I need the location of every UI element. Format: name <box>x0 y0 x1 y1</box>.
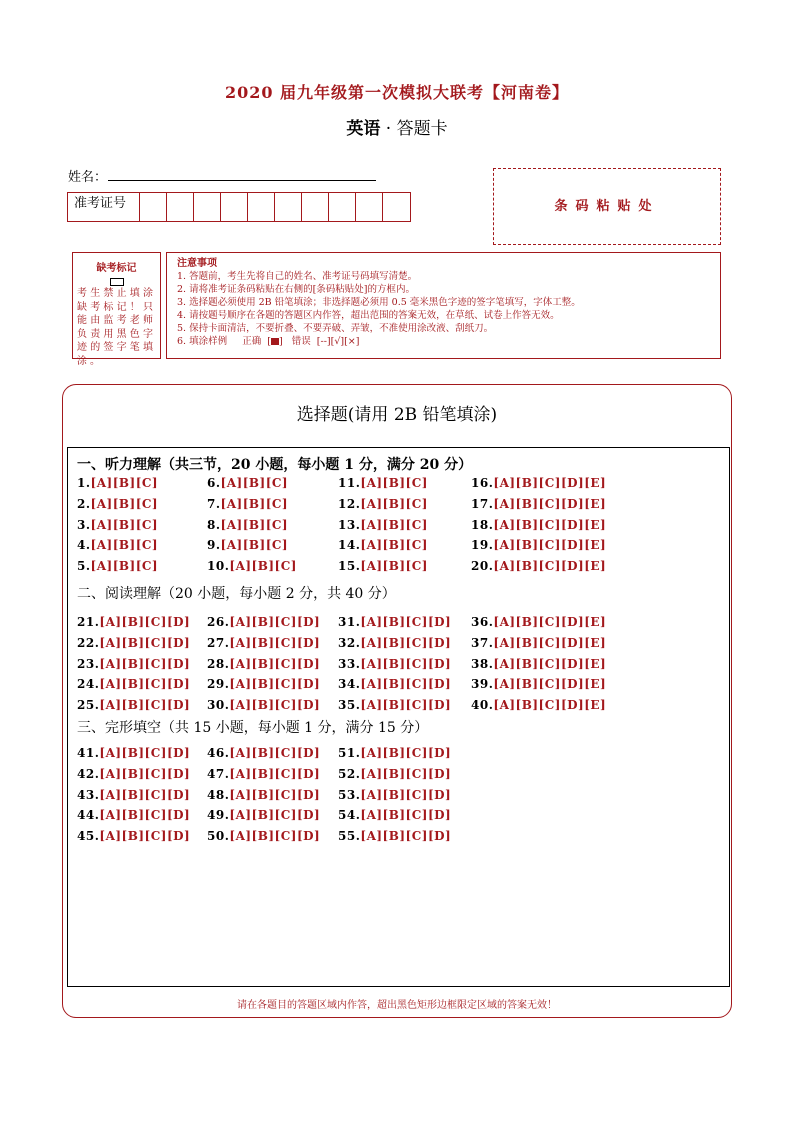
question-number: 54. <box>338 808 361 823</box>
question-number: 43. <box>77 787 100 802</box>
question-number: 2. <box>77 496 91 511</box>
answer-options[interactable]: [A][B][C][D] <box>99 677 191 692</box>
title-separator: · <box>385 119 392 139</box>
answer-options[interactable]: [A][B][C] <box>360 559 428 574</box>
answer-options[interactable]: [A][B][C][D][E] <box>493 698 607 713</box>
question-item[interactable] <box>338 476 428 490</box>
question-number: 51. <box>338 746 361 760</box>
answer-options[interactable]: [A][B][C][D] <box>99 766 191 781</box>
answer-options[interactable]: [A][B][C][D][E] <box>493 635 607 650</box>
answer-options[interactable]: [A][B][C][D] <box>229 829 321 844</box>
question-item[interactable] <box>471 615 606 629</box>
question-item[interactable] <box>471 698 606 712</box>
answer-options[interactable]: [A][B][C][D][E] <box>493 517 607 532</box>
question-number: 8. <box>207 517 221 532</box>
question-number: 28. <box>207 656 230 671</box>
answer-options[interactable]: [A][B][C][D] <box>99 698 191 713</box>
exam-number-cell[interactable] <box>329 193 356 221</box>
question-number: 31. <box>338 615 361 629</box>
name-label: 姓名： <box>68 170 108 185</box>
question-number: 34. <box>338 677 361 692</box>
answer-options[interactable]: [A][B][C][D] <box>229 698 321 713</box>
question-number: 26. <box>207 615 230 629</box>
question-number: 19. <box>471 538 494 553</box>
choice-section-title: 选择题(请用 2B 铅笔填涂) <box>296 405 498 425</box>
question-number: 45. <box>77 829 100 844</box>
question-item[interactable] <box>471 657 606 671</box>
answer-options[interactable]: [A][B][C][D][E] <box>493 656 607 671</box>
question-item[interactable] <box>471 476 606 490</box>
exam-number-cell[interactable] <box>248 193 275 221</box>
question-number: 5. <box>77 559 91 574</box>
question-item[interactable] <box>77 677 190 691</box>
question-item[interactable] <box>207 788 320 802</box>
question-item[interactable] <box>471 636 606 650</box>
question-item[interactable] <box>338 518 428 532</box>
question-number: 4. <box>77 538 91 553</box>
question-item[interactable] <box>207 518 288 532</box>
question-number: 14. <box>338 538 361 553</box>
answer-options[interactable]: [A][B][C][D] <box>99 787 191 802</box>
question-item[interactable] <box>207 636 320 650</box>
question-item[interactable] <box>471 518 606 532</box>
question-number: 21. <box>77 615 100 629</box>
question-item[interactable] <box>338 788 451 802</box>
answer-options[interactable]: [A][B][C][D][E] <box>493 496 607 511</box>
question-item[interactable] <box>77 476 158 490</box>
exam-number-cell[interactable] <box>167 193 194 221</box>
question-item[interactable] <box>77 788 190 802</box>
question-item[interactable] <box>338 746 451 760</box>
question-number: 11. <box>338 476 361 490</box>
answer-options[interactable]: [A][B][C][D] <box>99 635 191 650</box>
answer-options[interactable]: [A][B][C] <box>220 476 289 490</box>
question-number: 52. <box>338 766 361 781</box>
answer-options[interactable]: [A][B][C] <box>90 538 159 553</box>
filled-sample-icon <box>271 338 279 345</box>
question-item[interactable] <box>338 636 451 650</box>
name-field[interactable] <box>108 180 376 181</box>
answer-options[interactable]: [A][B][C][D] <box>99 829 191 844</box>
question-item[interactable] <box>207 808 320 822</box>
question-number: 3. <box>77 517 91 532</box>
question-item[interactable] <box>207 538 288 552</box>
answer-options[interactable]: [A][B][C][D] <box>229 787 321 802</box>
question-item[interactable] <box>338 829 451 843</box>
answer-options[interactable]: [A][B][C][D] <box>99 615 191 629</box>
question-item[interactable] <box>471 538 606 552</box>
exam-number-cell[interactable] <box>356 193 383 221</box>
question-item[interactable] <box>338 497 428 511</box>
question-item[interactable] <box>77 829 190 843</box>
missing-exam-box <box>72 252 161 367</box>
question-number: 33. <box>338 656 361 671</box>
exam-number-grid <box>67 192 411 222</box>
answer-options[interactable]: [A][B][C] <box>90 517 159 532</box>
question-number: 27. <box>207 635 230 650</box>
answer-options[interactable]: [A][B][C][D] <box>360 677 452 692</box>
exam-number-cell[interactable] <box>221 193 248 221</box>
question-item[interactable] <box>77 767 190 781</box>
missing-exam-text: 考生禁止填涂缺考标记！只能由监考老师负责用黑色字迹的签字笔填涂。 <box>77 288 156 367</box>
question-item[interactable] <box>338 538 428 552</box>
card-name: 答题卡 <box>396 119 448 139</box>
question-number: 23. <box>77 656 100 671</box>
section-heading-listening: 一、听力理解（共三节，20 小题，每小题 1 分，满分 20 分） <box>77 457 473 473</box>
answer-options[interactable]: [A][B][C] <box>90 476 159 490</box>
question-number: 44. <box>77 808 100 823</box>
answer-options[interactable]: [A][B][C] <box>360 496 428 511</box>
question-number: 12. <box>338 496 361 511</box>
question-number: 41. <box>77 746 100 760</box>
question-number: 15. <box>338 559 361 574</box>
question-item[interactable] <box>77 538 158 552</box>
notice-box <box>166 252 721 359</box>
answer-options[interactable]: [A][B][C][D] <box>99 746 191 760</box>
question-number: 1. <box>77 476 91 490</box>
barcode-area[interactable]: 条码粘贴处 <box>493 168 721 245</box>
question-number: 29. <box>207 677 230 692</box>
subject-title <box>0 114 794 139</box>
answer-options[interactable]: [A][B][C][D] <box>229 766 321 781</box>
question-number: 32. <box>338 635 361 650</box>
notice-item: 2. 请将准考证条码粘贴在右侧的[条码粘贴处]的方框内。 <box>177 284 415 295</box>
question-item[interactable] <box>77 518 158 532</box>
question-item[interactable] <box>338 808 451 822</box>
question-item[interactable] <box>207 476 288 490</box>
question-item[interactable] <box>77 698 190 712</box>
answer-options[interactable]: [A][B][C][D] <box>99 656 191 671</box>
question-item[interactable] <box>77 559 158 573</box>
notice-item: 4. 请按题号顺序在各题的答题区内作答，超出范围的答案无效，在草纸、试卷上作答无效。 <box>177 310 560 321</box>
answer-options[interactable]: [A][B][C] <box>220 517 289 532</box>
answer-options[interactable]: [A][B][C][D] <box>360 808 452 823</box>
question-item[interactable] <box>207 497 288 511</box>
answer-options[interactable]: [A][B][C][D] <box>360 656 452 671</box>
question-number: 16. <box>471 476 494 490</box>
answer-options[interactable]: [A][B][C] <box>360 538 428 553</box>
question-number: 46. <box>207 746 230 760</box>
exam-number-cell[interactable] <box>383 193 410 221</box>
answer-options[interactable]: [A][B][C][D] <box>229 635 321 650</box>
exam-number-cell[interactable] <box>275 193 302 221</box>
answer-options[interactable]: [A][B][C][D] <box>360 787 452 802</box>
question-item[interactable] <box>77 636 190 650</box>
question-item[interactable] <box>207 615 320 629</box>
question-item[interactable] <box>77 808 190 822</box>
question-item[interactable] <box>471 677 606 691</box>
question-item[interactable] <box>207 677 320 691</box>
answer-options[interactable]: [A][B][C] <box>220 538 289 553</box>
question-item[interactable] <box>77 657 190 671</box>
answer-options[interactable]: [A][B][C][D][E] <box>493 538 607 553</box>
answer-options[interactable]: [A][B][C][D] <box>360 766 452 781</box>
question-item[interactable] <box>471 559 606 573</box>
wrong-samples: [--][√][×] <box>316 336 360 347</box>
notice-item: 1. 答题前，考生先将自己的姓名、准考证号码填写清楚。 <box>177 271 418 282</box>
question-item[interactable] <box>207 657 320 671</box>
question-item[interactable] <box>338 767 451 781</box>
question-number: 36. <box>471 615 494 629</box>
question-number: 18. <box>471 517 494 532</box>
question-number: 38. <box>471 656 494 671</box>
answer-options[interactable]: [A][B][C][D][E] <box>493 476 607 490</box>
question-number: 53. <box>338 787 361 802</box>
fill-example-label: 6. 填涂样例 <box>177 336 228 347</box>
answer-options[interactable]: [A][B][C][D] <box>229 677 321 692</box>
correct-label: 正确 <box>242 336 262 347</box>
question-number: 17. <box>471 496 494 511</box>
answer-options[interactable]: [A][B][C][D] <box>229 615 321 629</box>
answer-options[interactable]: [A][B][C] <box>360 476 428 490</box>
question-item[interactable] <box>338 657 451 671</box>
question-item[interactable] <box>338 677 451 691</box>
question-item[interactable] <box>77 615 190 629</box>
question-number: 13. <box>338 517 361 532</box>
answer-options[interactable]: [A][B][C][D][E] <box>493 559 607 574</box>
answer-options[interactable]: [A][B][C][D] <box>99 808 191 823</box>
section-heading-cloze: 三、完形填空（共 15 小题，每小题 1 分，满分 15 分） <box>77 720 429 736</box>
footer-note: 请在各题目的答题区域内作答，超出黑色矩形边框限定区域的答案无效！ <box>237 1000 557 1011</box>
question-item[interactable] <box>338 698 451 712</box>
question-item[interactable] <box>207 746 320 760</box>
exam-number-cell[interactable] <box>140 193 167 221</box>
exam-number-label: 准考证号 <box>68 193 140 221</box>
question-number: 42. <box>77 766 100 781</box>
question-number: 47. <box>207 766 230 781</box>
question-number: 37. <box>471 635 494 650</box>
question-number: 24. <box>77 677 100 692</box>
question-item[interactable] <box>77 746 190 760</box>
answer-options[interactable]: [A][B][C] <box>90 559 159 574</box>
question-number: 35. <box>338 698 361 713</box>
question-item[interactable] <box>207 829 320 843</box>
question-item[interactable] <box>338 559 428 573</box>
wrong-label: 错误 <box>291 336 311 347</box>
question-number: 6. <box>207 476 221 490</box>
notice-item: 3. 选择题必须使用 2B 铅笔填涂；非选择题必须用 0.5 毫米黑色字迹的签字笔填写，字体工整。 <box>177 297 581 308</box>
answer-options[interactable]: [A][B][C][D] <box>360 829 452 844</box>
answer-options[interactable]: [A][B][C][D] <box>360 635 452 650</box>
question-number: 39. <box>471 677 494 692</box>
question-number: 30. <box>207 698 230 713</box>
question-number: 55. <box>338 829 361 844</box>
question-number: 20. <box>471 559 494 574</box>
answer-options[interactable]: [A][B][C][D] <box>360 698 452 713</box>
question-item[interactable] <box>207 698 320 712</box>
question-number: 40. <box>471 698 494 713</box>
notice-title: 注意事项 <box>177 258 217 269</box>
answer-options[interactable]: [A][B][C][D] <box>360 746 452 760</box>
question-number: 25. <box>77 698 100 713</box>
answer-options[interactable]: [A][B][C][D] <box>360 615 452 629</box>
question-item[interactable] <box>471 497 606 511</box>
answer-options[interactable]: [A][B][C][D] <box>229 808 321 823</box>
answer-options[interactable]: [A][B][C] <box>220 496 289 511</box>
question-number: 10. <box>207 559 230 574</box>
exam-number-cell[interactable] <box>302 193 329 221</box>
answer-options[interactable]: [A][B][C] <box>90 496 159 511</box>
question-item[interactable] <box>207 559 297 573</box>
answer-options[interactable]: [A][B][C][D] <box>229 656 321 671</box>
notice-item: 5. 保持卡面清洁，不要折叠、不要弄破、弄皱，不准使用涂改液、刮纸刀。 <box>177 323 494 334</box>
missing-exam-checkbox[interactable] <box>110 278 124 286</box>
question-number: 22. <box>77 635 100 650</box>
question-item[interactable] <box>77 497 158 511</box>
question-number: 50. <box>207 829 230 844</box>
question-number: 49. <box>207 808 230 823</box>
notice-item-fill-example: 6. 填涂样例 正确 [ ] 错误 [--][√][×] <box>177 336 360 347</box>
subject-name: 英语 <box>346 119 381 139</box>
answer-options[interactable]: [A][B][C][D] <box>229 746 321 760</box>
answer-options[interactable]: [A][B][C] <box>360 517 428 532</box>
answer-options[interactable]: [A][B][C] <box>229 559 297 574</box>
question-item[interactable] <box>338 615 451 629</box>
page-title: 2020 届九年级第一次模拟大联考【河南卷】 <box>224 83 570 102</box>
question-number: 9. <box>207 538 221 553</box>
section-heading-reading: 二、阅读理解（20 小题，每小题 2 分，共 40 分） <box>77 586 396 602</box>
question-number: 48. <box>207 787 230 802</box>
answer-options[interactable]: [A][B][C][D][E] <box>493 615 607 629</box>
exam-number-cell[interactable] <box>194 193 221 221</box>
missing-exam-title: 缺考标记 <box>96 263 137 274</box>
question-item[interactable] <box>207 767 320 781</box>
question-number: 7. <box>207 496 221 511</box>
answer-options[interactable]: [A][B][C][D][E] <box>493 677 607 692</box>
